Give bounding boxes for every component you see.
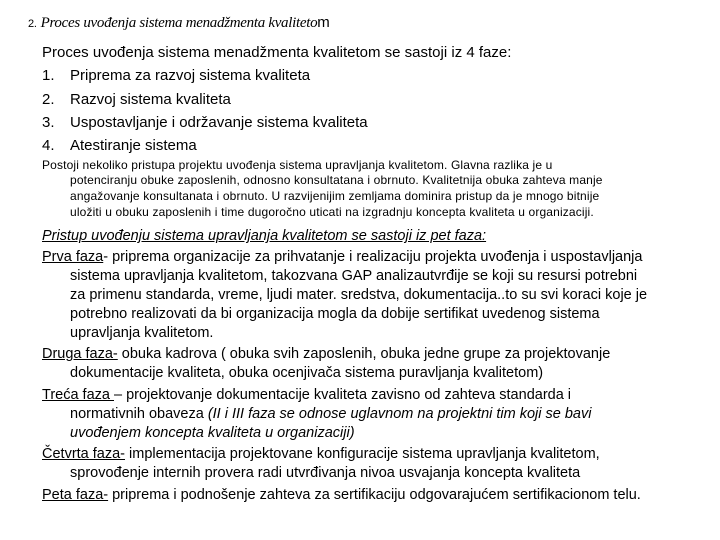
approaches-line: Postoji nekoliko pristupa projektu uvođenja sistema upravljanja kvalitetom. Glavna razlika je u (42, 158, 553, 172)
heading-number: 2. (28, 18, 37, 30)
faza4-line: Četvrta faza- implementacija projektovane konfiguracije sistema upravljanja kvalitetom, (42, 446, 600, 462)
faza3-line: uvođenjem koncepta kvaliteta u organizaciji) (70, 425, 355, 441)
approaches-line: angažovanje konsultanata i obrnuto. U razvijenijim zemljama dominira pristup da je mnogo bitnije (70, 189, 600, 203)
faza3-line: Treća faza – projektovanje dokumentacije kvaliteta zavisno od zahteva standarda i (42, 387, 572, 403)
faza1-line: Prva faza- priprema organizacije za prihvatanje i realizaciju projekta uvođenja i uspostavljanja (42, 249, 643, 265)
faza2-line: Druga faza- obuka kadrova ( obuka svih zaposlenih, obuka jedne grupe za projektovanje (42, 346, 611, 362)
faza1-line: za primenu standarda, vreme, ljudi mater. sredstva, dokumentacija..to su svi koraci koje je (70, 287, 648, 303)
five-phase-title: Pristup uvođenju sistema upravljanja kvalitetom se sastoji iz pet faza: (42, 228, 487, 244)
slide-heading (28, 14, 330, 32)
faza5-line: Peta faza- priprema i podnošenje zahteva za sertifikaciju odgovarajućem sertifikacionom telu. (42, 487, 641, 503)
faza1-line: potrebno realizovati da bi organizacija mogla da dobije sertifikat uvedenog sistema (70, 306, 600, 322)
phase-item: 2. Razvoj sistema kvaliteta (42, 91, 231, 108)
intro-text: Proces uvođenja sistema menadžmenta kvalitetom se sastoji iz 4 faze: (42, 44, 512, 61)
faza2-label: Druga faza- (42, 346, 118, 362)
phase-item: 4. Atestiranje sistema (42, 137, 197, 154)
faza4-label: Četvrta faza- (42, 446, 125, 462)
phase-item: 3. Uspostavljanje i održavanje sistema kvaliteta (42, 114, 368, 131)
faza5-label: Peta faza- (42, 487, 109, 503)
approaches-line: potenciranju obuke zaposlenih, odnosno konsultatana i obrnuto. Kvalitetnija obuka zahteva manje (70, 173, 603, 187)
heading-title: Proces uvođenja sistema menadžmenta kvaliteto (40, 15, 318, 31)
faza1-label: Prva faza (42, 249, 104, 265)
phase-item: 1. Priprema za razvoj sistema kvaliteta (42, 67, 311, 84)
approaches-line: uložiti u obuku zaposlenih i time dugoročno uticati na izgradnju koncepta kvaliteta u organizaciji. (70, 205, 594, 219)
heading-title-tail: m (317, 14, 330, 31)
faza4-line: sprovođenje internih provera radi utvrđivanja nivoa usvajanja koncepta kvaliteta (70, 465, 581, 481)
faza3-line: normativnih obaveza (II i III faza se odnose uglavnom na projektni tim koji se bavi (70, 406, 592, 422)
faza1-line: sistema upravljanja kvalitetom, takozvana GAP analizautvrđije se koji su resursi potrebni (70, 268, 638, 284)
faza2-line: dokumentacije kvaliteta, obuka ocenjivača sistema puravljanja kvalitetom) (70, 365, 544, 381)
faza3-label: Treća faza (42, 387, 114, 403)
faza1-line: upravljanja kvalitetom. (70, 325, 214, 341)
